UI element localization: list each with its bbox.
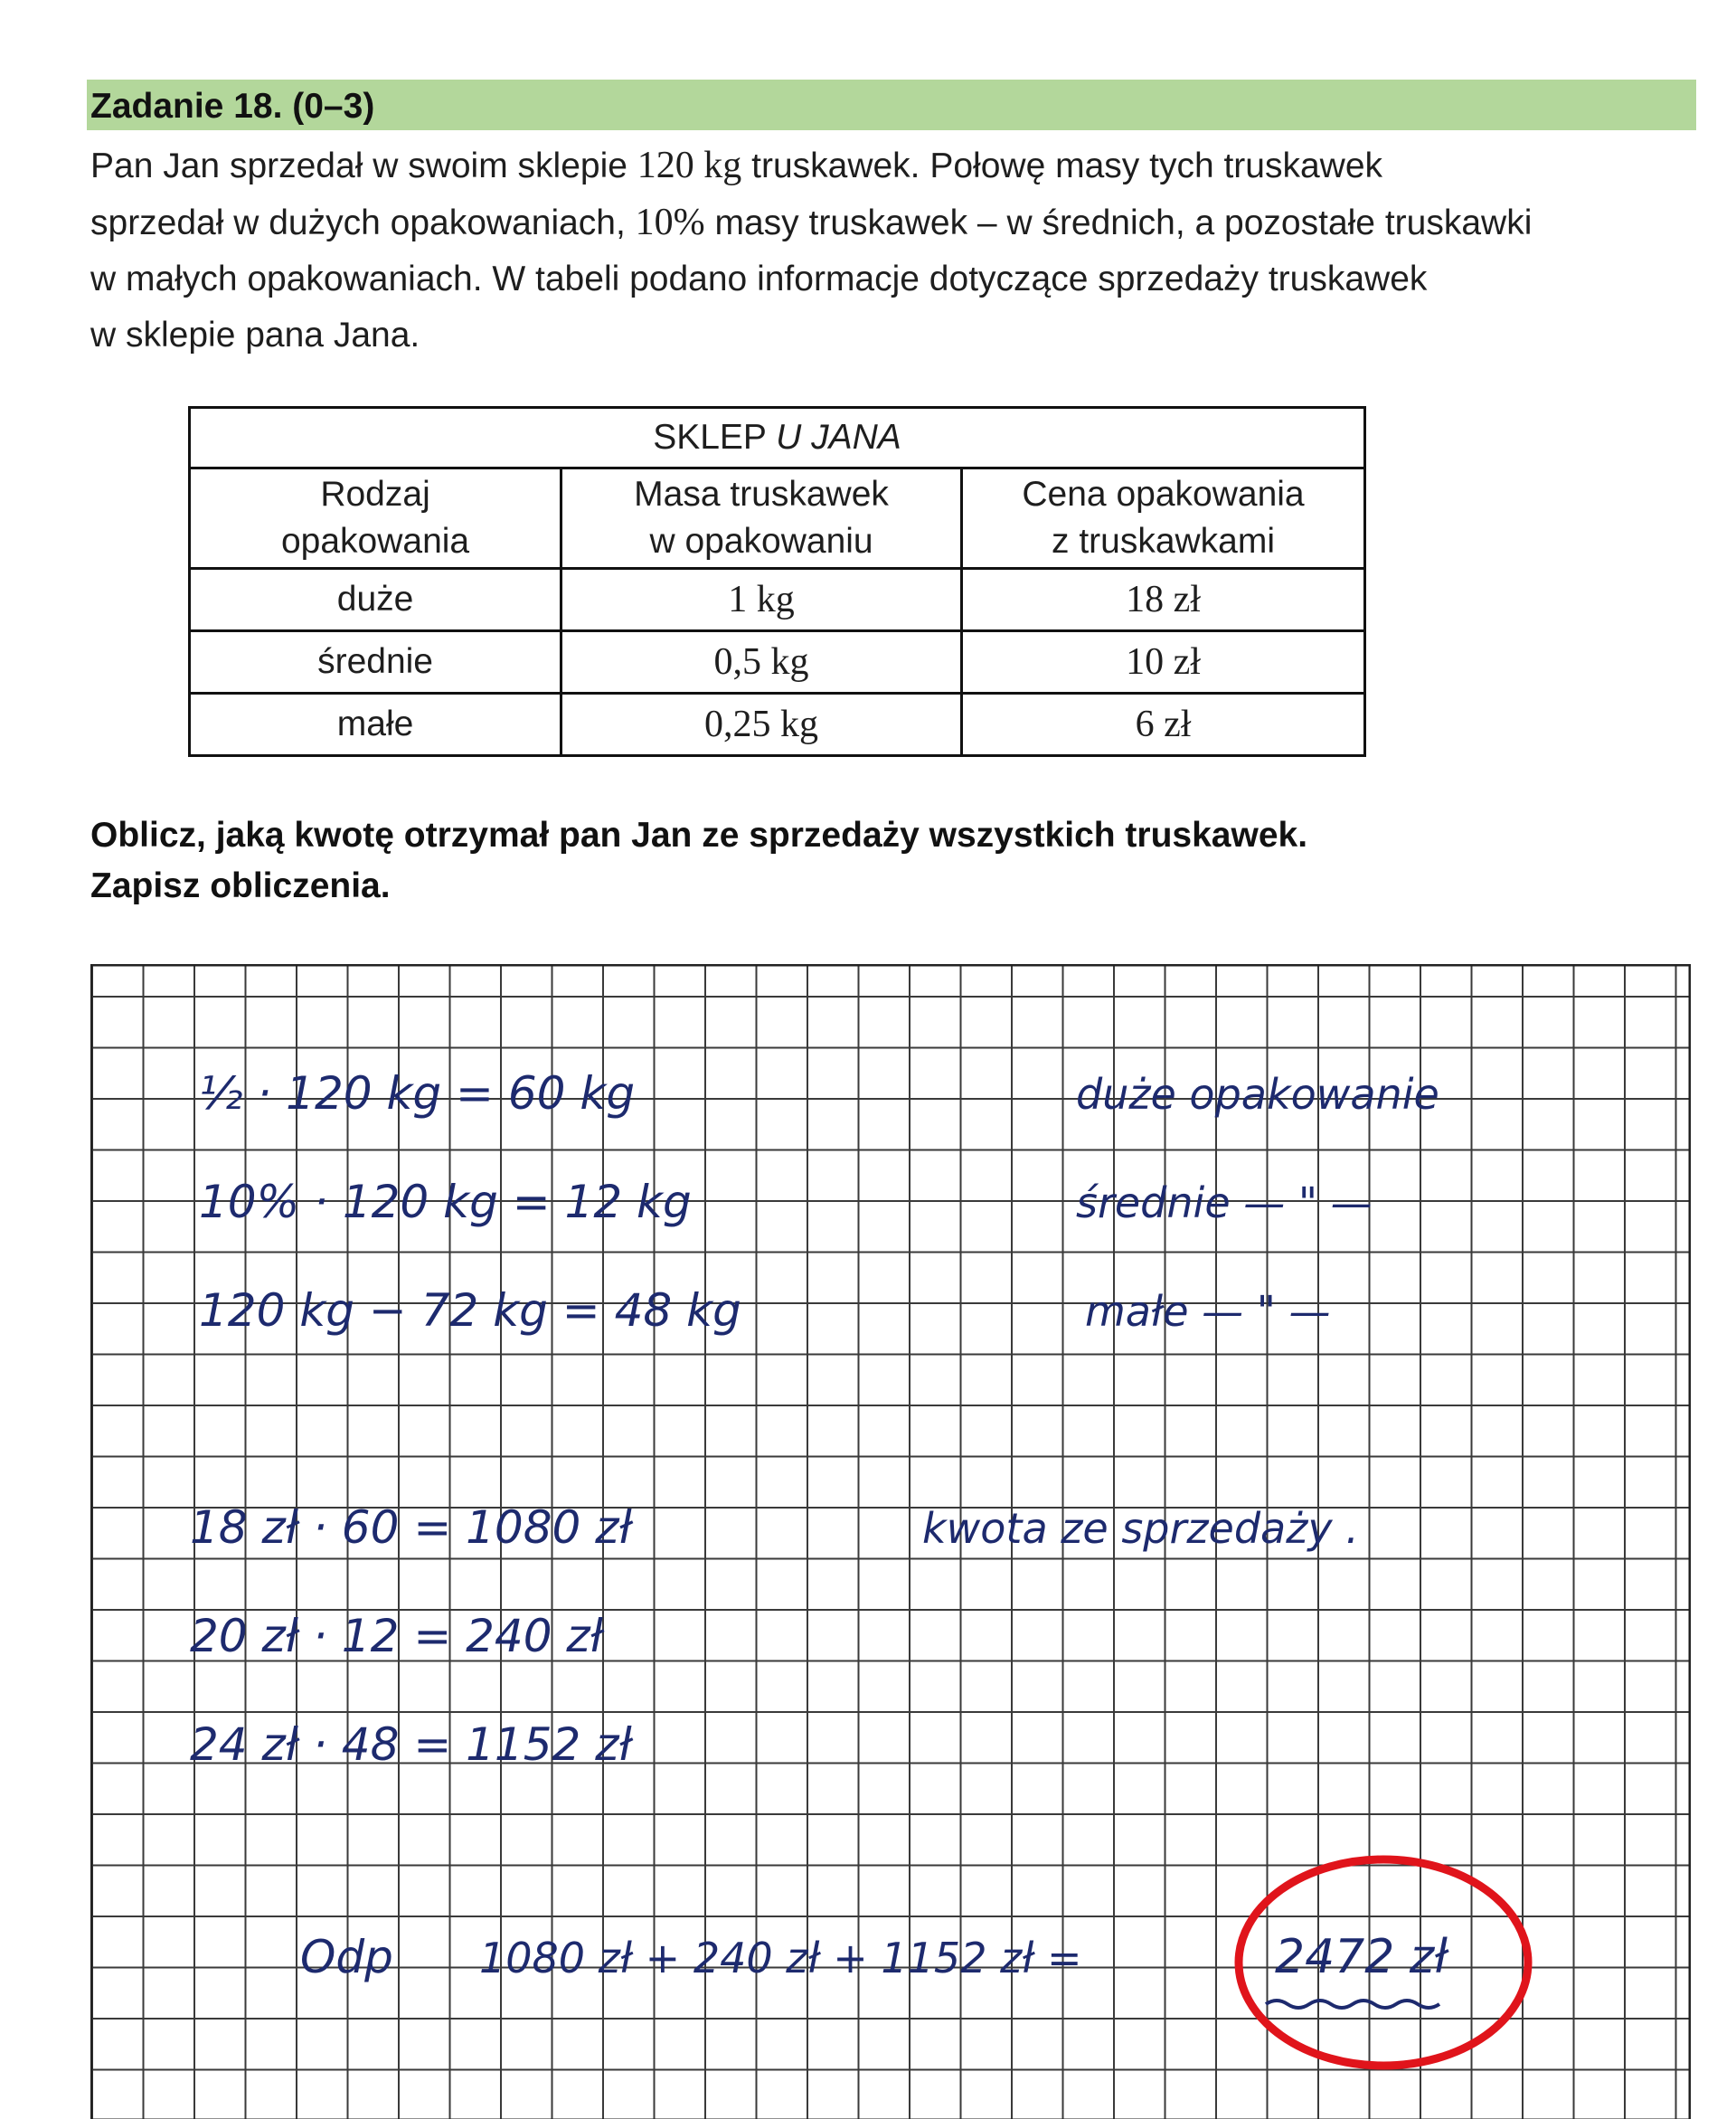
column-header xyxy=(962,468,1365,569)
intro-text: sprzedał w dużych opakowaniach, xyxy=(90,203,636,242)
table-row xyxy=(190,569,1365,631)
handwritten-note: kwota ze sprzedaży . xyxy=(922,1504,1359,1553)
intro-text: masy truskawek – w średnich, a pozostałe truskawki xyxy=(704,203,1533,242)
package-type: duże xyxy=(190,569,561,631)
package-mass: 0,5 kg xyxy=(561,631,962,694)
header-line: Cena opakowania xyxy=(1022,475,1305,514)
caption-shop: SKLEP xyxy=(653,418,777,457)
wavy-underline xyxy=(1266,2001,1439,2008)
package-price: 18 zł xyxy=(962,569,1365,631)
package-price: 10 zł xyxy=(962,631,1365,694)
answer-area xyxy=(90,964,1691,2119)
handwritten-note: małe — " — xyxy=(1085,1287,1331,1336)
handwritten-line: ½ · 120 kg = 60 kg xyxy=(199,1067,636,1120)
handwritten-line: 20 zł · 12 = 240 zł xyxy=(190,1610,604,1662)
table-header-row xyxy=(190,468,1365,569)
handwritten-line: 18 zł · 60 = 1080 zł xyxy=(190,1501,632,1554)
handwritten-note: średnie — " — xyxy=(1076,1178,1373,1227)
task-title: Zadanie 18. (0–3) xyxy=(90,87,375,126)
handwritten-note: duże opakowanie xyxy=(1076,1070,1439,1119)
instruction-line-1: Oblicz, jaką kwotę otrzymał pan Jan ze sprzedaży wszystkich truskawek. xyxy=(90,816,1308,855)
column-header xyxy=(190,468,561,569)
package-type: średnie xyxy=(190,631,561,694)
intro-text: Pan Jan sprzedał w swoim sklepie xyxy=(90,147,637,185)
task-instruction xyxy=(90,810,1307,912)
handwritten-line: 24 zł · 48 = 1152 zł xyxy=(190,1718,632,1771)
price-table xyxy=(188,406,1366,757)
header-line: w opakowaniu xyxy=(649,522,873,561)
table-row xyxy=(190,694,1365,756)
handwritten-line: 10% · 120 kg = 12 kg xyxy=(199,1176,692,1228)
handwritten-line: 120 kg − 72 kg = 48 kg xyxy=(199,1284,741,1337)
table-row xyxy=(190,631,1365,694)
package-mass: 0,25 kg xyxy=(561,694,962,756)
package-price: 6 zł xyxy=(962,694,1365,756)
intro-line-1 xyxy=(90,137,1718,194)
intro-line-2 xyxy=(90,194,1718,251)
header-line: Masa truskawek xyxy=(634,475,889,514)
handwritten-solution xyxy=(90,964,1691,2119)
intro-mass: 120 kg xyxy=(637,145,742,186)
answer-value: 2472 zł xyxy=(1275,1930,1448,1984)
header-line: opakowania xyxy=(280,522,470,561)
intro-text: truskawek. Połowę masy tych truskawek xyxy=(741,147,1383,185)
intro-line-3: w małych opakowaniach. W tabeli podano informacje dotyczące sprzedaży truskawek xyxy=(90,260,1428,298)
column-header xyxy=(561,468,962,569)
task-description xyxy=(90,137,1718,364)
package-type: małe xyxy=(190,694,561,756)
header-line: Rodzaj xyxy=(320,475,430,514)
task-header xyxy=(87,80,1696,130)
answer-prefix: Odp xyxy=(300,1931,393,1983)
intro-line-4: w sklepie pana Jana. xyxy=(90,316,420,355)
caption-shop-name: U JANA xyxy=(776,418,901,457)
table-caption xyxy=(190,408,1365,468)
header-line: z truskawkami xyxy=(1051,522,1276,561)
intro-percent: 10% xyxy=(635,202,705,243)
instruction-line-2: Zapisz obliczenia. xyxy=(90,866,391,905)
answer-expression: 1080 zł + 240 zł + 1152 zł = xyxy=(479,1934,1082,1982)
package-mass: 1 kg xyxy=(561,569,962,631)
